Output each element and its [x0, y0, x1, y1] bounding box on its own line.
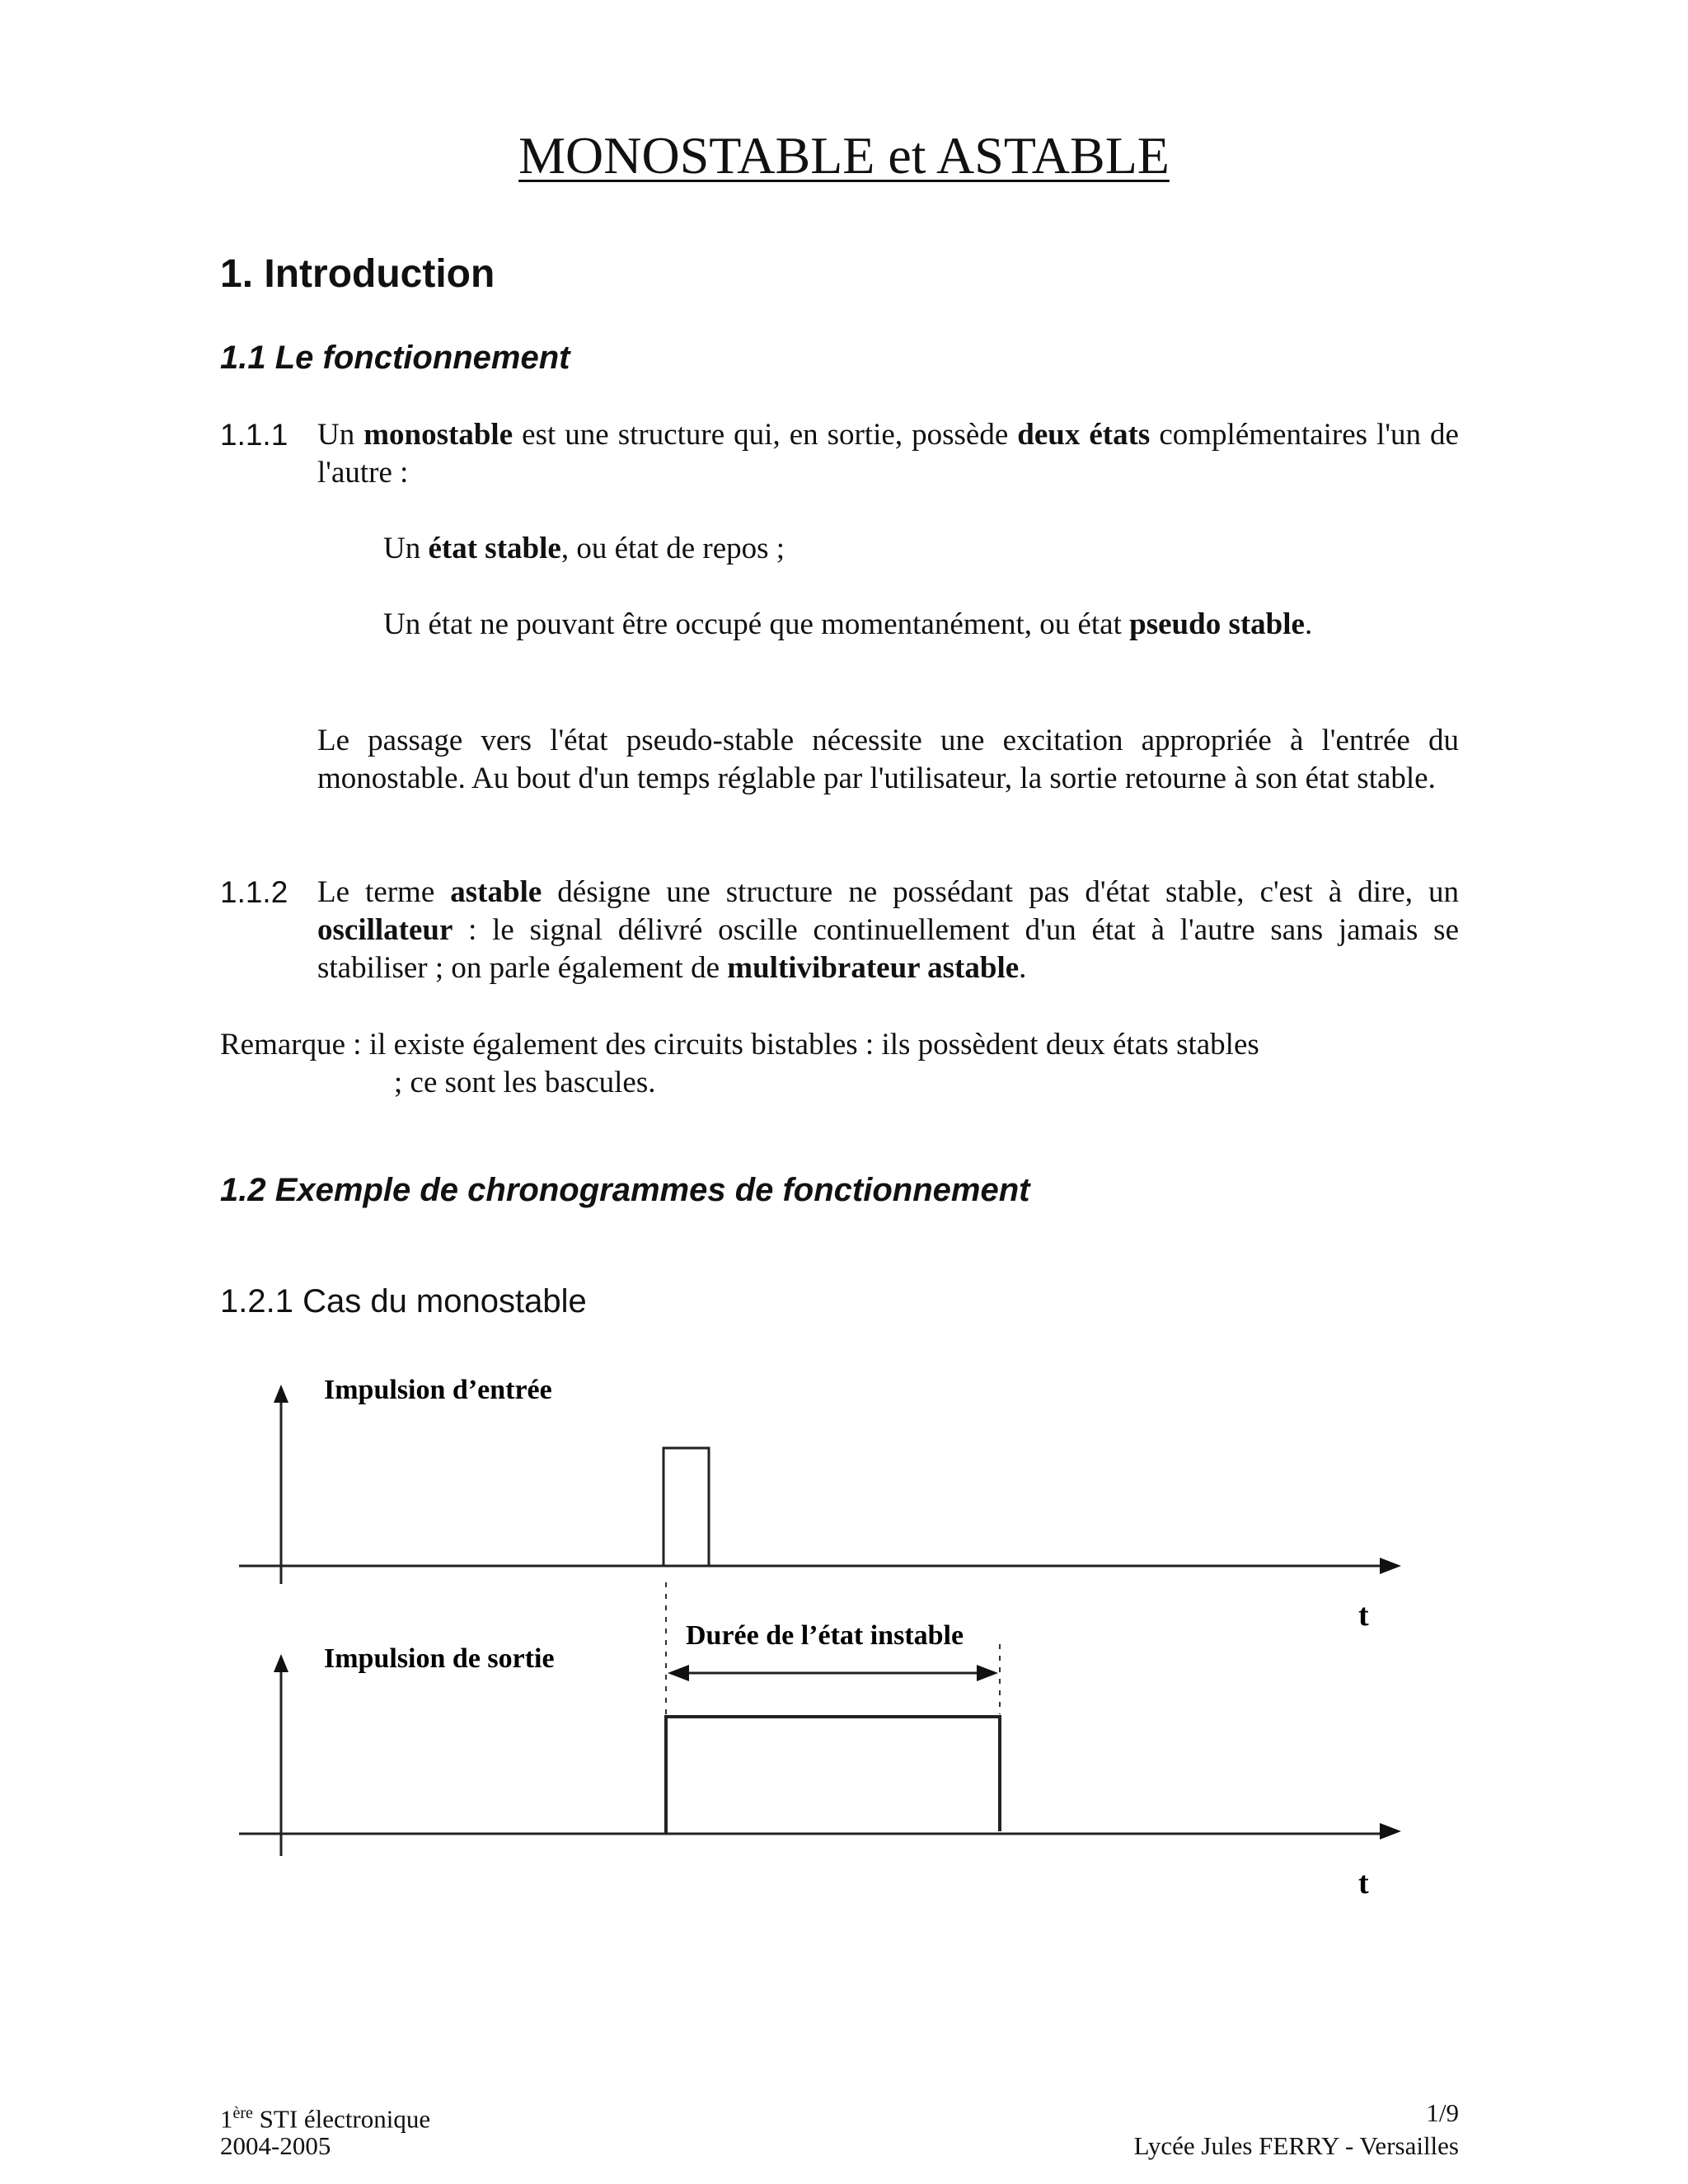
subsection-heading-chronogrammes: 1.2 Exemple de chronogrammes de fonctionnement [220, 1172, 1030, 1208]
footer-school: Lycée Jules FERRY - Versailles [1133, 2131, 1459, 2160]
section-heading-introduction: 1. Introduction [220, 252, 495, 296]
input-time-axis-arrow [1380, 1558, 1401, 1574]
input-y-axis-arrow [274, 1385, 288, 1403]
item-number-1-1-1: 1.1.1 [220, 418, 288, 452]
page-title: MONOSTABLE et ASTABLE [518, 126, 1170, 185]
passage-paragraph: Le passage vers l'état pseudo-stable nécessite une excitation appropriée à l'entrée du monostable. Au bout d'un temps réglable par l'utilisateur, la sortie retourne à son état stable. [317, 724, 1459, 795]
pseudo-stable-state-text: Un état ne pouvant être occupé que momentanément, ou état pseudo stable. [383, 607, 1313, 641]
input-pulse-label: Impulsion d’entrée [324, 1375, 552, 1405]
time-label-output: t [1358, 1866, 1369, 1900]
item-number-1-1-2: 1.1.2 [220, 875, 288, 909]
stable-state-text: Un état stable, ou état de repos ; [383, 532, 785, 565]
footer-year: 2004-2005 [220, 2131, 331, 2160]
duration-label: Durée de l’état instable [686, 1620, 964, 1651]
paragraph-1-1-1: Un monostable est une structure qui, en sortie, possède deux états complémentaires l'un de l'autre : [317, 418, 1459, 490]
subsection-heading-fonctionnement: 1.1 Le fonctionnement [220, 340, 570, 376]
time-label-input: t [1358, 1598, 1369, 1633]
footer-class: 1ère STI électronique [220, 2104, 431, 2134]
output-y-axis-arrow [274, 1654, 288, 1672]
footer-page-number: 1/9 [1426, 2098, 1459, 2127]
input-pulse [663, 1448, 709, 1566]
paragraph-1-1-2: Le terme astable désigne une structure ne possédant pas d'état stable, c'est à dire, un oscillateur : le signal délivré oscille continuellement d'un état à l'autre sans jamais se stabiliser ; on parle également de multivibrateur astable. [317, 875, 1459, 985]
subsubsection-heading-monostable: 1.2.1 Cas du monostable [220, 1283, 587, 1319]
duration-arrow-right [977, 1665, 998, 1681]
output-pulse-label: Impulsion de sortie [324, 1643, 555, 1674]
output-time-axis-arrow [1380, 1823, 1401, 1840]
duration-arrow-left [668, 1665, 689, 1681]
remark-line-2: ; ce sont les bascules. [394, 1066, 656, 1099]
remark-line-1: Remarque : il existe également des circuits bistables : ils possèdent deux états stables [220, 1028, 1259, 1062]
output-pulse [666, 1717, 1000, 1834]
